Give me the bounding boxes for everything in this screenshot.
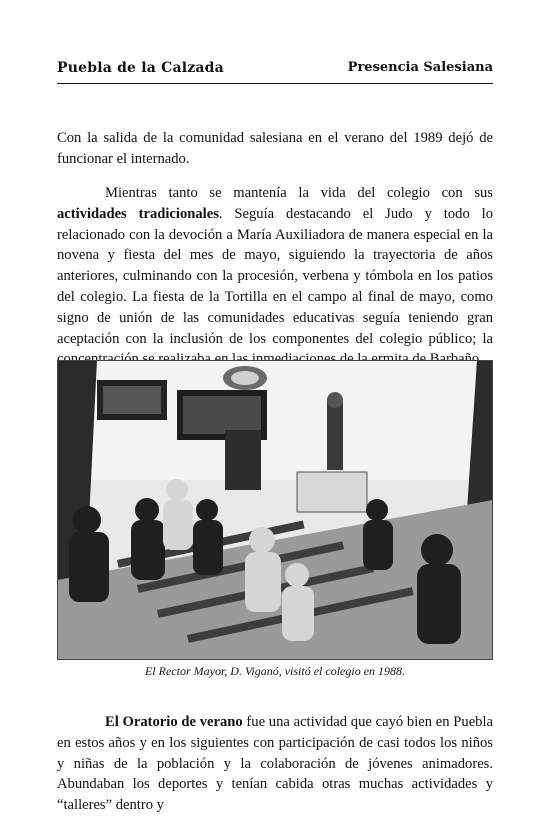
paragraph-text: . Seguía destacando el Judo y todo lo relacionado con la devoción a María Auxiliadora de manera especial en la novena y fiesta del mes de mayo, siguiendo la trayectoria de años anteriores, culminando con la procesión, verbena y tómbola en los patios del colegio. La fiesta de la Tortilla en el campo al final de mayo, como signo de unión de las comunidades educativas seguía teniendo gran aceptación con la inclusión de los componentes del colegio público; la [57, 205, 493, 347]
paragraph-oratorio [57, 712, 493, 816]
paragraph-text: Con la salida de la comunidad salesiana en el verano del 1989 dejó de funcionar el internado. [57, 130, 493, 167]
paragraph-bold-term: El Oratorio de verano [105, 714, 243, 730]
chapel-photo [57, 360, 493, 660]
header-left-title: Puebla de la Calzada [57, 60, 224, 76]
paragraph-internado [57, 128, 493, 170]
paragraph-text: fue una actividad que cayó bien en Puebla en estos años y en los siguientes con participación de casi todos los niños y niñas de la población y la colaboración de jóvenes animadores. Abundaban los deportes y tenían cabida otras muchas actividades y “talleres” dentro y [57, 714, 493, 814]
paragraph-actividades [57, 183, 493, 370]
header-right-title: Presencia Salesiana [347, 60, 493, 75]
header-rule [57, 83, 493, 84]
chapel-photo-illustration [57, 360, 493, 660]
paragraph-text: Mientras tanto se mantenía la vida del colegio con sus [105, 185, 493, 201]
page-header [57, 60, 493, 80]
paragraph-bold-term: actividades tradicionales [57, 205, 219, 222]
photo-caption: El Rector Mayor, D. Viganó, visitó el colegio en 1988. [144, 664, 406, 678]
